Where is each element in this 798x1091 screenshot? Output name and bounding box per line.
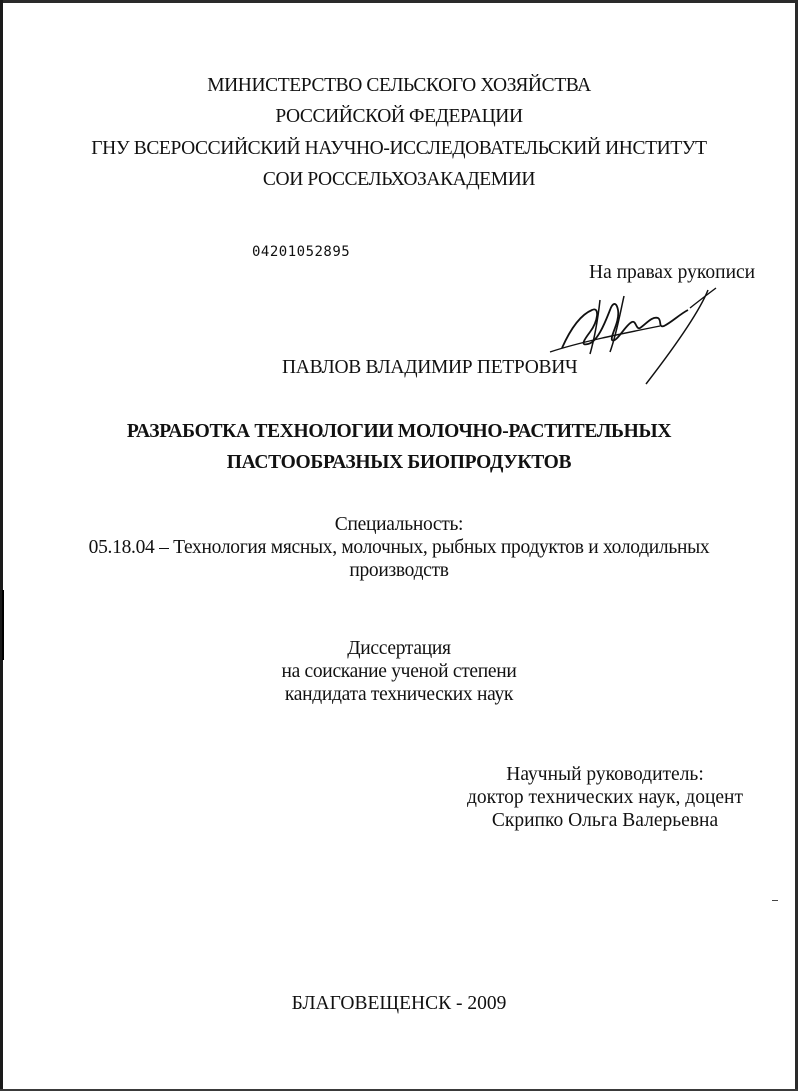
- ministry-line: МИНИСТЕРСТВО СЕЛЬСКОГО ХОЗЯЙСТВА: [207, 75, 591, 96]
- author-name: ПАВЛОВ ВЛАДИМИР ПЕТРОВИЧ: [282, 357, 578, 378]
- federation-line: РОССИЙСКОЙ ФЕДЕРАЦИИ: [275, 106, 523, 127]
- specialty-code-line-2: производств: [349, 560, 449, 581]
- supervisor-label: Научный руководитель:: [506, 764, 704, 785]
- institute-line: ГНУ ВСЕРОССИЙСКИЙ НАУЧНО-ИССЛЕДОВАТЕЛЬСКИЙ ИНСТИТУТ: [91, 138, 707, 159]
- city-year: БЛАГОВЕЩЕНСК - 2009: [291, 993, 507, 1014]
- rights-note: На правах рукописи: [589, 262, 756, 283]
- academy-line: СОИ РОССЕЛЬХОЗАКАДЕМИИ: [262, 169, 536, 190]
- thesis-purpose: на соискание ученой степени: [281, 661, 517, 682]
- scan-speck: [772, 900, 778, 901]
- specialty-label: Специальность:: [334, 514, 464, 535]
- dissertation-title-line-1: РАЗРАБОТКА ТЕХНОЛОГИИ МОЛОЧНО-РАСТИТЕЛЬНЫХ: [126, 421, 672, 442]
- thesis-degree: кандидата технических наук: [284, 684, 514, 705]
- page-border-top: [0, 0, 798, 3]
- supervisor-name: Скрипко Ольга Валерьевна: [491, 810, 719, 831]
- dissertation-title-line-2: ПАСТООБРАЗНЫХ БИОПРОДУКТОВ: [226, 452, 572, 473]
- specialty-code-line: 05.18.04 – Технология мясных, молочных, рыбных продуктов и холодильных: [88, 537, 710, 558]
- supervisor-degree: доктор технических наук, доцент: [467, 787, 743, 808]
- catalog-code: 04201052895: [252, 244, 351, 260]
- thesis-type: Диссертация: [347, 638, 451, 659]
